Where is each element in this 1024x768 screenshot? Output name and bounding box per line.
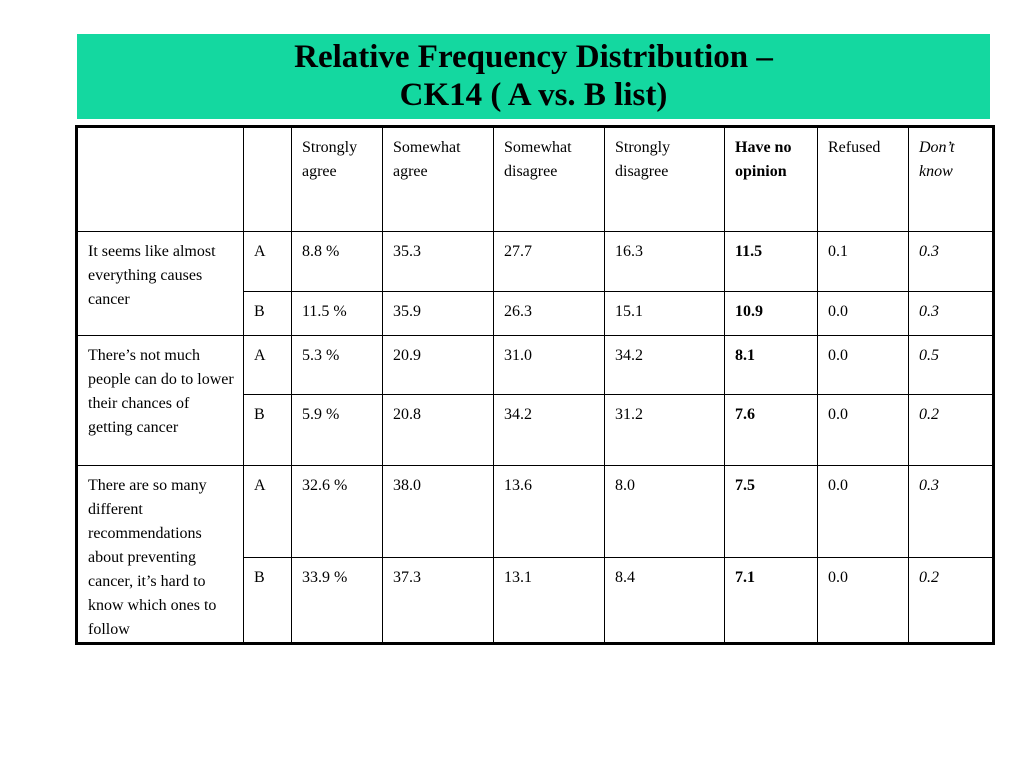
title-banner: [77, 34, 990, 119]
somewhat-disagree-cell: 34.2: [494, 395, 605, 466]
header-no-opinion: Have no opinion: [725, 127, 818, 232]
strongly-agree-cell: 33.9 %: [292, 558, 383, 644]
header-row: [77, 127, 994, 232]
strongly-disagree-cell: 8.0: [605, 466, 725, 558]
dont-know-cell: 0.5: [909, 336, 994, 395]
refused-cell: 0.0: [818, 395, 909, 466]
somewhat-disagree-cell: 31.0: [494, 336, 605, 395]
header-somewhat-disagree: Somewhat disagree: [494, 127, 605, 232]
somewhat-agree-cell: 20.8: [383, 395, 494, 466]
header-dont-know: Don’t know: [909, 127, 994, 232]
statement-cell: There are so many different recommendations about preventing cancer, it’s hard to know which ones to follow: [77, 466, 244, 644]
header-strongly-disagree: Strongly disagree: [605, 127, 725, 232]
header-strongly-agree: Strongly agree: [292, 127, 383, 232]
refused-cell: 0.0: [818, 336, 909, 395]
dont-know-cell: 0.2: [909, 558, 994, 644]
somewhat-agree-cell: 35.3: [383, 232, 494, 292]
strongly-disagree-cell: 31.2: [605, 395, 725, 466]
table-row: [77, 466, 994, 558]
header-somewhat-agree: Somewhat agree: [383, 127, 494, 232]
refused-cell: 0.0: [818, 558, 909, 644]
somewhat-agree-cell: 35.9: [383, 292, 494, 336]
no-opinion-cell: 11.5: [725, 232, 818, 292]
list-cell: A: [244, 336, 292, 395]
table-row: [77, 232, 994, 292]
strongly-disagree-cell: 15.1: [605, 292, 725, 336]
list-cell: A: [244, 232, 292, 292]
list-cell: B: [244, 292, 292, 336]
somewhat-agree-cell: 20.9: [383, 336, 494, 395]
list-cell: A: [244, 466, 292, 558]
refused-cell: 0.1: [818, 232, 909, 292]
statement-cell: It seems like almost everything causes cancer: [77, 232, 244, 336]
header-refused: Refused: [818, 127, 909, 232]
dont-know-cell: 0.2: [909, 395, 994, 466]
strongly-agree-cell: 11.5 %: [292, 292, 383, 336]
table-row: [77, 336, 994, 395]
frequency-table-container: [75, 125, 992, 642]
refused-cell: 0.0: [818, 466, 909, 558]
strongly-agree-cell: 32.6 %: [292, 466, 383, 558]
dont-know-cell: 0.3: [909, 232, 994, 292]
strongly-disagree-cell: 34.2: [605, 336, 725, 395]
dont-know-cell: 0.3: [909, 292, 994, 336]
somewhat-disagree-cell: 13.6: [494, 466, 605, 558]
frequency-table: [75, 125, 995, 645]
slide-title-line-2: CK14 ( A vs. B list): [399, 77, 668, 113]
statement-cell: There’s not much people can do to lower their chances of getting cancer: [77, 336, 244, 466]
strongly-disagree-cell: 16.3: [605, 232, 725, 292]
list-cell: B: [244, 395, 292, 466]
strongly-disagree-cell: 8.4: [605, 558, 725, 644]
list-cell: B: [244, 558, 292, 644]
header-cell-statement: [77, 127, 244, 232]
somewhat-disagree-cell: 13.1: [494, 558, 605, 644]
no-opinion-cell: 10.9: [725, 292, 818, 336]
refused-cell: 0.0: [818, 292, 909, 336]
somewhat-disagree-cell: 27.7: [494, 232, 605, 292]
somewhat-disagree-cell: 26.3: [494, 292, 605, 336]
strongly-agree-cell: 5.3 %: [292, 336, 383, 395]
header-cell-list: [244, 127, 292, 232]
strongly-agree-cell: 8.8 %: [292, 232, 383, 292]
no-opinion-cell: 7.5: [725, 466, 818, 558]
strongly-agree-cell: 5.9 %: [292, 395, 383, 466]
dont-know-cell: 0.3: [909, 466, 994, 558]
no-opinion-cell: 8.1: [725, 336, 818, 395]
no-opinion-cell: 7.6: [725, 395, 818, 466]
slide-title-line-1: Relative Frequency Distribution –: [294, 39, 773, 75]
no-opinion-cell: 7.1: [725, 558, 818, 644]
somewhat-agree-cell: 38.0: [383, 466, 494, 558]
somewhat-agree-cell: 37.3: [383, 558, 494, 644]
